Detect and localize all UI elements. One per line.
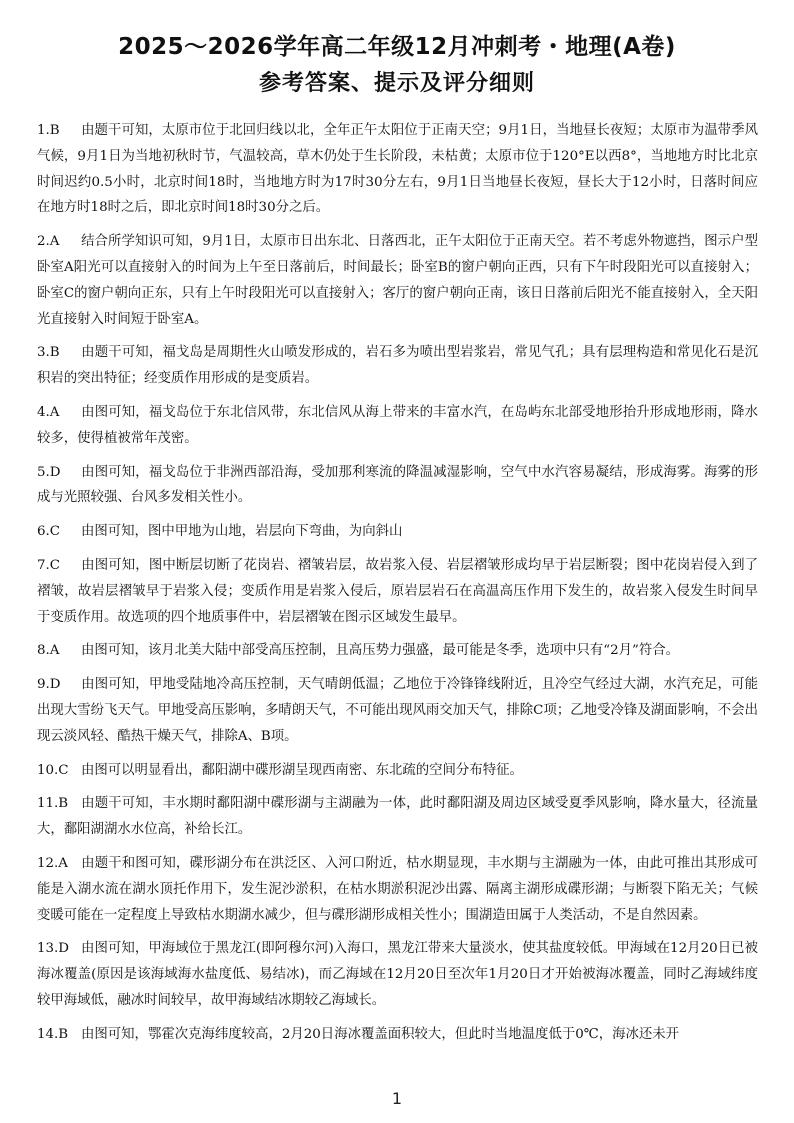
page-subtitle: 参考答案、提示及评分细则 — [258, 71, 535, 96]
answer-item — [0, 1022, 794, 1048]
answer-text: 由图可知，甲海域位于黑龙江(即阿穆尔河)入海口，黑龙江带来大量淡水，使其盐度较低。甲海域在12月20日已被海冰覆盖(原因是该海域海水盐度低、易结冰)，而乙海域在12月20日至次年1月20日才开始被海冰覆盖，同时乙海域纬度较甲海域低，融冰时间较早，故甲海域结冰期较乙海域长。 — [37, 941, 758, 1008]
answer-item — [0, 460, 794, 512]
answer-number: 5.D — [37, 464, 61, 480]
answer-number: 13.D — [37, 941, 70, 957]
answer-number: 9.D — [37, 677, 61, 693]
page-title: 2025～2026学年高二年级12月冲刺考・地理(A卷) — [118, 34, 676, 60]
answer-number: 14.B — [37, 1026, 69, 1042]
answer-item — [0, 936, 794, 1013]
answer-item — [0, 400, 794, 452]
answer-number: 12.A — [37, 855, 68, 871]
answer-item — [0, 791, 794, 843]
answer-text: 由题干和图可知，碟形湖分布在洪泛区、入河口附近，枯水期显现，丰水期与主湖融为一体，由此可推出其形成可能是入湖水流在湖水顶托作用下，发生泥沙淤积，在枯水期淤积泥沙出露、隔离主湖形成碟形湖；与断裂下陷无关；气候变暖可能在一定程度上导致枯水期湖水减少，但与碟形湖形成相关性小；围湖造田属于人类活动，不是自然因素。 — [37, 855, 758, 923]
answer-text: 由图可知，甲地受陆地冷高压控制，天气晴朗低温；乙地位于冷锋锋线附近，且冷空气经过大湖，水汽充足，可能出现大雪纷飞天气。甲地受高压影响，多晴朗天气，不可能出现风雨交加天气，排除C项；乙地受冷锋及湖面影响，不会出现云淡风轻、酷热干燥天气，排除A、B项。 — [37, 677, 758, 744]
answer-number: 1.B — [37, 123, 60, 138]
answer-number: 8.A — [37, 643, 60, 659]
answer-item — [0, 229, 794, 332]
answer-text: 由图可知，图中甲地为山地，岩层向下弯曲，为向斜山 — [81, 524, 403, 540]
answer-text: 由题干可知，福戈岛是周期性火山喷发形成的，岩石多为喷出型岩浆岩，常见气孔；具有层理构造和常见化石是沉积岩的突出特征；经变质作用形成的是变质岩。 — [37, 345, 758, 387]
answer-number: 6.C — [37, 524, 61, 540]
answer-item — [0, 340, 794, 392]
answer-text: 由题干可知，丰水期时鄱阳湖中碟形湖与主湖融为一体，此时鄱阳湖及周边区域受夏季风影响，降水量大，径流量大，鄱阳湖湖水水位高，补给长江。 — [37, 796, 758, 838]
answer-item — [0, 638, 794, 664]
answer-item — [0, 672, 794, 749]
answer-text: 由图可知，鄂霍次克海纬度较高，2月20日海冰覆盖面积较大，但此时当地温度低于0℃，海冰还未开 — [81, 1026, 680, 1042]
answer-item — [0, 553, 794, 630]
answer-item — [0, 118, 794, 221]
answer-number: 4.A — [37, 404, 60, 420]
answer-item — [0, 758, 794, 784]
answer-item — [0, 851, 794, 928]
answer-number: 3.B — [37, 345, 60, 361]
answer-text: 由图可知，福戈岛位于非洲西部沿海，受加那利寒流的降温减湿影响，空气中水汽容易凝结，形成海雾。海雾的形成与光照较强、台风多发相关性小。 — [37, 464, 758, 506]
answer-text: 结合所学知识可知，9月1日，太原市日出东北、日落西北，正午太阳位于正南天空。若不考虑外物遮挡，图示户型卧室A阳光可以直接射入的时间为上午至日落前后，时间最长；卧室B的窗户朝向正西，只有下午时段阳光可以直接射入；卧室C的窗户朝向正东，只有上午时段阳光可以直接射入；客厅的窗户朝向正南，该日日落前后阳光不能直接射入，全天阳光直接射入时间短于卧室A。 — [37, 234, 758, 327]
page-number: 1 — [391, 1089, 403, 1108]
answer-text: 由图可以明显看出，鄱阳湖中碟形湖呈现西南密、东北疏的空间分布特征。 — [81, 762, 523, 778]
answer-text: 由题干可知，太原市位于北回归线以北，全年正午太阳位于正南天空；9月1日，当地昼长夜短；太原市为温带季风气候，9月1日为当地初秋时节，气温较高，草木仍处于生长阶段，未枯黄；太原市位于120°E以西8°，当地地方时比北京时间迟约0.5小时，北京时间18时，当地地方时为17时30分左右，9月1日当地昼长夜短，昼长大于12小时，日落时间应在地方时18时之后，即北京时间18时30分之后。 — [37, 123, 758, 216]
answer-number: 7.C — [37, 557, 61, 573]
answer-text: 由图可知，福戈岛位于东北信风带，东北信风从海上带来的丰富水汽，在岛屿东北部受地形抬升形成地形雨，降水较多，使得植被常年茂密。 — [37, 404, 758, 446]
answer-list — [0, 118, 794, 1056]
answer-text: 由图可知，该月北美大陆中部受高压控制，且高压势力强盛，最可能是冬季，选项中只有“2月”符合。 — [81, 643, 680, 659]
answer-number: 2.A — [37, 234, 60, 250]
answer-item — [0, 519, 794, 545]
answer-number: 10.C — [37, 762, 69, 778]
answer-text: 由图可知，图中断层切断了花岗岩、褶皱岩层，故岩浆入侵、岩层褶皱形成均早于岩层断裂；图中花岗岩侵入到了褶皱，故岩层褶皱早于岩浆入侵；变质作用是岩浆入侵后，原岩层岩石在高温高压作用下发生的，故岩浆入侵发生时间早于变质作用。故选项的四个地质事件中，岩层褶皱在图示区域发生最早。 — [37, 557, 758, 625]
answer-number: 11.B — [37, 796, 69, 812]
